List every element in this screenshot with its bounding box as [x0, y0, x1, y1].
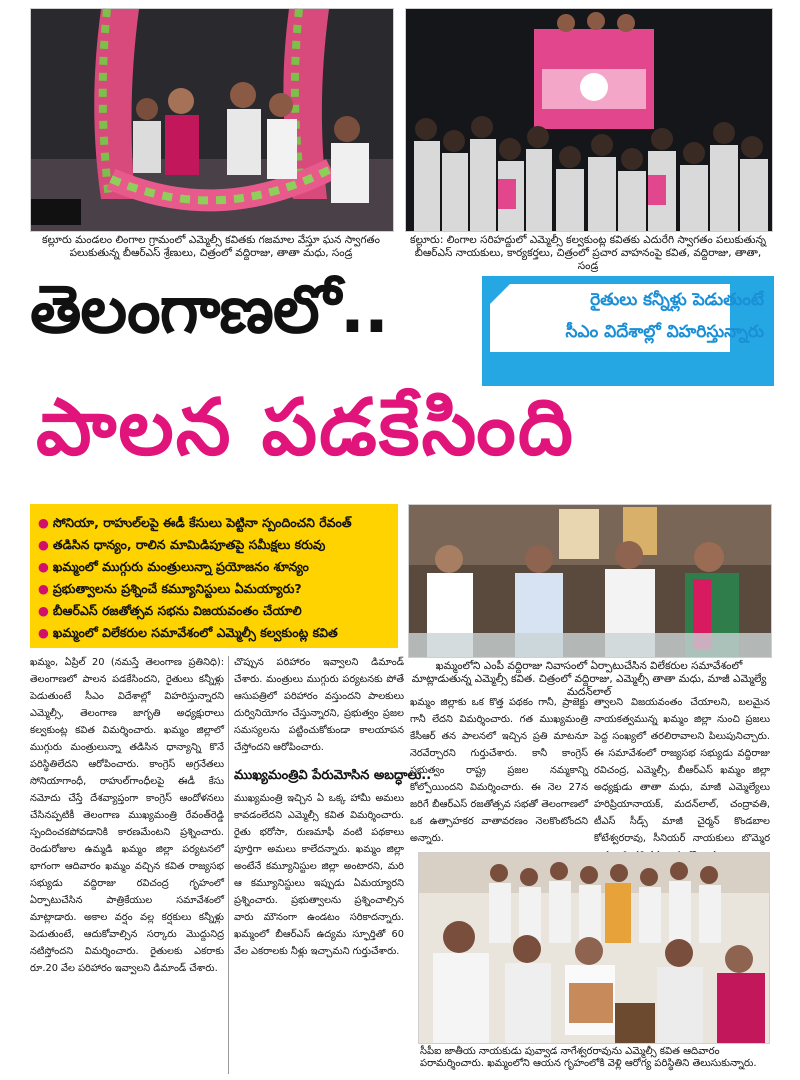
subheadline-line-1: రైతులు కన్నీళ్లు పెడుతుంటే — [590, 290, 764, 310]
photo-press-conference — [408, 504, 772, 658]
bullet-icon: ● — [38, 515, 49, 530]
highlight-text: ఖమ్మంలో విలేకరుల సమావేశంలో ఎమ్మెల్సీ కల్వకుంట్ల కవిత — [52, 625, 338, 640]
headline-line-1: తెలంగాణలో.. — [30, 271, 388, 348]
photo-caption-visit: సీపీఐ జాతీయ నాయకుడు పువ్వాడ నాగేశ్వరరావును ఎమ్మెల్సీ కవిత ఆదివారం పరామర్శించారు. ఖమ్మంలోని ఆయన గృహంలోకి వెళ్లి ఆరోగ్య పరిస్థితిని తెలుసుకున్నారు. — [420, 1046, 757, 1069]
article-paragraph: ఖమ్మం జిల్లాకు ఒక కొత్త పథకం గానీ, ప్రాజెక్టు గానీ లేదని విమర్శించారు. గత ముఖ్యమంత్రి కేసీఆర్ తన పాలనలో ఇచ్చిన ప్రతి మాటనూ నెరవేర్చారని గుర్తుచేశారు. కానీ కాంగ్రెస్ ప్రభుత్వం రాష్ట్ర ప్రజల నమ్మకాన్ని కోల్పోయిందని విమర్శించారు. ఈ నెల 27న జరిగే బీఆర్ఎస్ రజతోత్సవ సభతో తెలంగాణలో ఒక ఉత్సాహకర వాతావరణం నెలకొంటోందని అన్నారు. — [410, 697, 588, 844]
section-subhead: ముఖ్యమంత్రివి పేరుమోసిన అబద్ధాలు.. — [234, 768, 432, 783]
highlight-item — [38, 578, 392, 600]
photo-hospital-visit — [418, 852, 770, 1044]
highlight-text: బీఆర్ఎస్ రజతోత్సవ సభను విజయవంతం చేయాలి — [52, 603, 302, 618]
photo-garland-welcome — [30, 8, 394, 232]
highlights-box — [30, 504, 398, 648]
article-column-2b — [234, 790, 404, 1074]
photo-caption-press: ఖమ్మంలోని ఎంపీ వద్దిరాజు నివాసంలో ఏర్పాటుచేసిన విలేకరుల సమావేశంలో మాట్లాడుతున్న ఎమ్మెల్సీ కవిత. చిత్రంలో వద్దిరాజు, ఎమ్మెల్సీ తాతా మధు, మాజీ ఎమ్మెల్యే మదన్‌లాల్ — [411, 660, 767, 698]
highlight-item — [38, 622, 392, 644]
article-column-4 — [594, 694, 770, 844]
headline-line-2: పాలన పడకేసింది — [36, 383, 575, 473]
article-paragraph: ఖమ్మం, ఏప్రిల్ 20 (నమస్తే తెలంగాణ ప్రతినిధి): తెలంగాణలో పాలన పడకేసిందని, రైతులు కన్నీళ్లు పెడుతుంటే సీఎం విదేశాల్లో విహరిస్తున్నారని ఎమ్మెల్సీ, తెలంగాణ జాగృతి అధ్యక్షురాలు కల్వకుంట్ల కవిత విమర్శించారు. ఖమ్మం జిల్లాలో ముగ్గురు మంత్రులున్నా తడిసిన ధాన్యాన్ని కొనే పరిస్థితిలేదని ఆరోపించారు. కాంగ్రెస్ అగ్రనేతలు సోనియాగాంధీ, రాహుల్‌గాంధీలపై ఈడీ కేసు నమోదు చేస్తే దేశవ్యాప్తంగా కాంగ్రెస్ ఆందోళనలు చేసినప్పటికీ తెలంగాణ ముఖ్యమంత్రి రేవంత్‌రెడ్డి స్పందించకపోవడానికి కారణమేంటని ప్రశ్నించారు. రెండురోజుల ఉమ్మడి ఖమ్మం జిల్లా పర్యటనలో భాగంగా ఆదివారం ఖమ్మం వచ్చిన కవిత రాజ్యసభ సభ్యుడు వద్దిరాజు రవిచంద్ర గృహంలో ఏర్పాటుచేసిన పాత్రికేయుల సమావేశంలో మాట్లాడారు. అకాల వర్షం వల్ల కర్షకులు కన్నీళ్లు పెడుతుంటే, ఆదుకోవాల్సిన సర్కారు మొద్దునిద్ర నటిస్తోందని విమర్శించారు. రైతులకు ఎకరాకు రూ.20 వేల పరిహారం ఇవ్వాలని డిమాండ్ చేశారు. — [30, 657, 224, 974]
bullet-icon: ● — [38, 625, 49, 640]
highlight-text: ఖమ్మంలో ముగ్గురు మంత్రులున్నా ప్రయోజనం శూన్యం — [52, 559, 309, 574]
bullet-icon: ● — [38, 581, 49, 596]
article-column-3 — [410, 694, 588, 844]
highlight-item — [38, 556, 392, 578]
photo-caption-garland: కల్లూరు మండలం లింగాల గ్రామంలో ఎమ్మెల్సీ కవితకు గజమాల వేస్తూ ఘన స్వాగతం పలుకుతున్న బీఆర్ఎస్ శ్రేణులు, చిత్రంలో వద్దిరాజు, తాతా మధు, సండ్ర — [42, 234, 380, 259]
article-column-2 — [234, 654, 404, 762]
photo-caption-vehicle: కల్లూరు: లింగాల సరిహద్దులో ఎమ్మెల్సీ కల్వకుంట్ల కవితకు ఎదురేగి స్వాగతం పలుకుతున్న బీఆర్ఎస్ నాయకులు, కార్యకర్తలు, చిత్రంలో ప్రచార వాహనంపై కవిత, వద్దిరాజు, తాతా, సండ్ర — [410, 234, 766, 272]
bullet-icon: ● — [38, 559, 49, 574]
highlight-text: సోనియా, రాహుల్‌లపై ఈడీ కేసులు పెట్టినా స్పందించని రేవంత్ — [52, 515, 352, 530]
bullet-icon: ● — [38, 537, 49, 552]
article-column-1 — [30, 654, 224, 1074]
article-paragraph: త్వాలని విజయవంతం చేయాలని, బలమైన నాయకత్వమున్న ఖమ్మం జిల్లా నుంచి ప్రజలు పెద్ద సంఖ్యలో తరలిరావాలని పిలుపునిచ్చారు. ఈ సమావేశంలో రాజ్యసభ సభ్యుడు వద్దిరాజు రవిచంద్ర, ఎమ్మెల్సీ, బీఆర్ఎస్ ఖమ్మం జిల్లా అధ్యక్షుడు తాతా మధు, మాజీ ఎమ్మెల్యేలు హరిప్రియానాయక్, మదన్‌లాల్, చంద్రావతి, టీఎస్ సీడ్స్ మాజీ చైర్మన్ కొండబాల కోటేశ్వరరావు, సీనియర్ నాయకులు బొమ్మెర — [594, 697, 770, 844]
highlights-list — [30, 504, 398, 644]
corner-decoration — [490, 284, 510, 304]
highlight-item — [38, 534, 392, 556]
article-paragraph: ముఖ్యమంత్రి ఇచ్చిన ఏ ఒక్క హామీ అమలు కావడంలేదని ఎమ్మెల్సీ కవిత విమర్శించారు. రైతు భరోసా, రుణమాఫీ వంటి పథకాలు పూర్తిగా అమలు కాలేదన్నారు. ఖమ్మం జిల్లా అంటేనే కమ్యూనిస్టుల జిల్లా అంటారని, మరి ఆ కమ్యూనిస్టులు ఇప్పుడు ఏమయ్యారని ప్రశ్నించారు. ప్రభుత్వాలను ప్రశ్నించాల్సిన వారు మౌనంగా ఉండటం సరికాదన్నారు. ఖమ్మంలో బీఆర్ఎస్ ఉద్యమ స్ఫూర్తితో 60 వేల ఎకరాలకు నీళ్లు ఇచ్చామని గుర్తుచేశారు. — [234, 793, 404, 957]
subheadline-box — [482, 276, 774, 386]
subheadline-line-2: సీఎం విదేశాల్లో విహరిస్తున్నారు — [565, 322, 764, 342]
photo-campaign-vehicle — [405, 8, 773, 232]
highlight-text: ప్రభుత్వాలను ప్రశ్నించే కమ్యూనిస్టులు ఏమయ్యారు? — [52, 581, 302, 596]
highlight-text: తడిసిన ధాన్యం, రాలిన మామిడిపూతపై సమీక్షలు కరువు — [52, 537, 326, 552]
article-paragraph: చొప్పున పరిహారం ఇవ్వాలని డిమాండ్ చేశారు. మంత్రులు ముగ్గురు పర్యటనకు పోతే ఆసుపత్రిలో పరిహారం వస్తుందని పాలకులు దుర్వినియోగం చేస్తున్నారని, ప్రభుత్వం ప్రజల సమస్యలను పట్టించుకోకుండా కాలయాపన చేస్తోందని ఆరోపించారు. — [234, 657, 404, 753]
column-divider — [228, 656, 229, 1074]
highlight-item — [38, 512, 392, 534]
highlight-item — [38, 600, 392, 622]
bullet-icon: ● — [38, 603, 49, 618]
